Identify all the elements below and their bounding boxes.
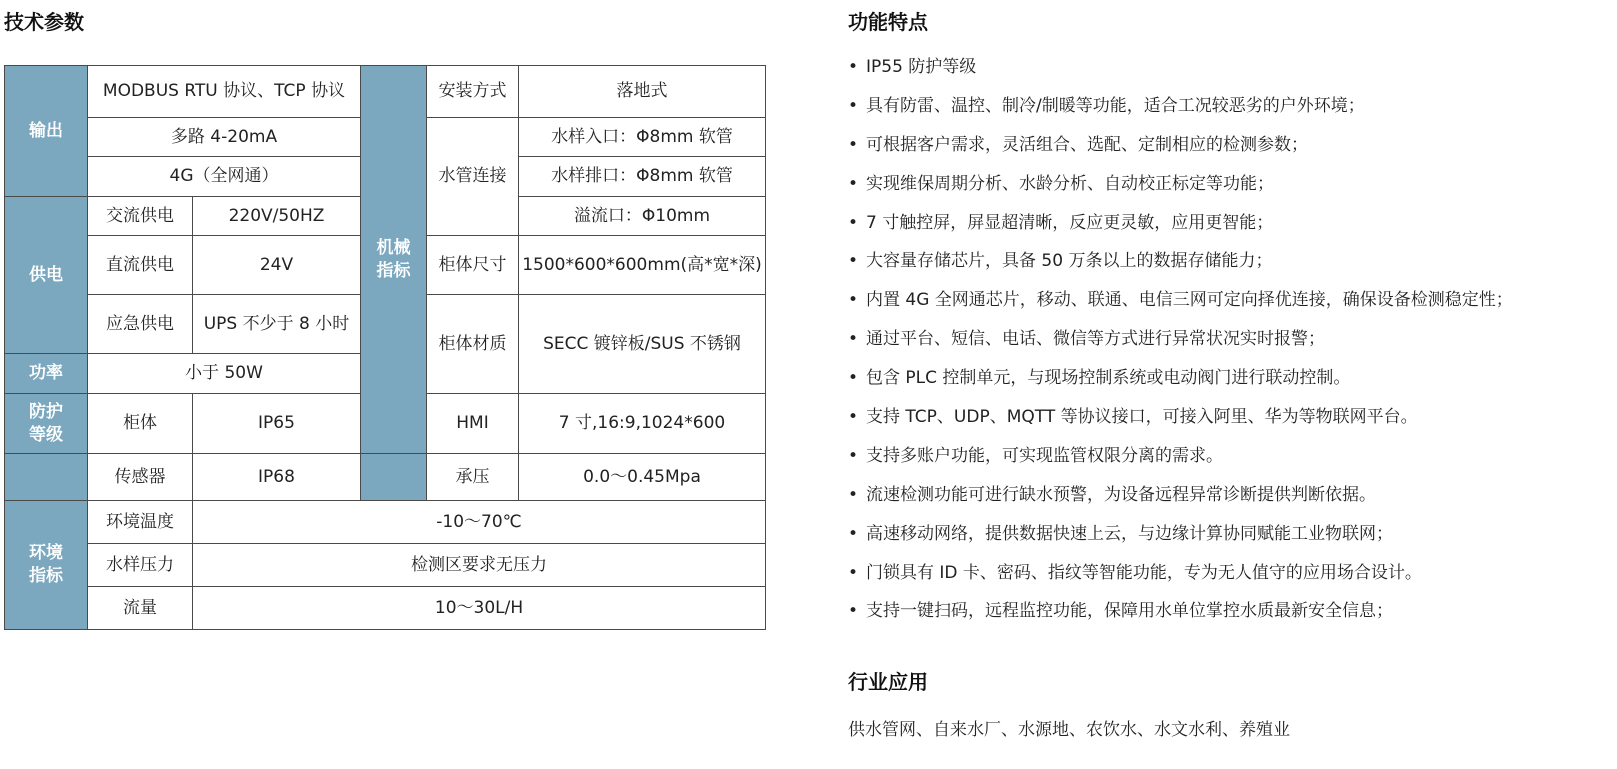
list-item-text: 内置 4G 全网通芯片，移动、联通、电信三网可定向择优连接，确保设备检测稳定性； [866,290,1513,311]
bullet: • [848,407,859,428]
list-item-text: 支持多账户功能，可实现监管权限分离的需求。 [866,445,1223,466]
table-cell: -10～70℃ [193,501,766,544]
table-row [5,587,766,630]
bullet: • [848,95,859,116]
table-cell: HMI [427,394,519,454]
bullet: • [848,251,859,272]
table-cell: 传感器 [88,454,193,501]
list-item [848,91,1513,130]
category-environment: 环境指标 [5,501,88,630]
table-cell: IP68 [193,454,361,501]
bullet: • [848,445,859,466]
spec-table [4,65,766,630]
list-item [848,558,1513,597]
table-cell: 柜体尺寸 [427,236,519,295]
list-item [848,130,1513,169]
table-row [5,454,766,501]
list-item [848,246,1513,285]
table-cell: 水样入口：Φ8mm 软管 [519,118,766,157]
industry-title: 行业应用 [848,670,928,694]
category-protection: 防护等级 [5,394,88,454]
table-cell: 水样排口：Φ8mm 软管 [519,157,766,197]
list-item-text: 支持一键扫码，远程监控功能，保障用水单位掌控水质最新安全信息； [866,601,1393,622]
list-item-text: 实现维保周期分析、水龄分析、自动校正标定等功能； [866,173,1274,194]
table-row [5,544,766,587]
bullet: • [848,134,859,155]
list-item [848,441,1513,480]
category-power-supply: 供电 [5,197,88,354]
list-item-text: 可根据客户需求，灵活组合、选配、定制相应的检测参数； [866,134,1308,155]
bullet: • [848,601,859,622]
table-cell: 24V [193,236,361,295]
bullet: • [848,329,859,350]
table-cell: 溢流口：Φ10mm [519,197,766,236]
bullet: • [848,212,859,233]
table-cell: SECC 镀锌板/SUS 不锈钢 [519,295,766,394]
list-item [848,480,1513,519]
features-list [848,52,1513,635]
category-output: 输出 [5,66,88,197]
table-cell: 流量 [88,587,193,630]
table-cell: 10～30L/H [193,587,766,630]
bullet: • [848,290,859,311]
table-cell: 4G（全网通） [88,157,361,197]
table-cell: 水样压力 [88,544,193,587]
list-item-text: 7 寸触控屏，屏显超清晰，反应更灵敏，应用更智能； [866,212,1274,233]
table-cell: 交流供电 [88,197,193,236]
industry-text: 供水管网、自来水厂、水源地、农饮水、水文水利、养殖业 [848,720,1290,740]
table-cell: MODBUS RTU 协议、TCP 协议 [88,66,361,118]
table-cell: 柜体 [88,394,193,454]
table-cell: 0.0～0.45Mpa [519,454,766,501]
table-row [5,501,766,544]
list-item [848,169,1513,208]
list-item-text: IP55 防护等级 [866,57,977,77]
list-item-text: 大容量存储芯片，具备 50 万条以上的数据存储能力； [866,251,1273,272]
category-protection-cont [5,454,88,501]
list-item-text: 包含 PLC 控制单元，与现场控制系统或电动阀门进行联动控制。 [866,368,1351,389]
features-title: 功能特点 [848,10,928,34]
list-item [848,285,1513,324]
list-item [848,363,1513,402]
list-item-text: 具有防雷、温控、制冷/制暖等功能，适合工况较恶劣的户外环境； [866,95,1365,116]
bullet: • [848,562,859,583]
table-cell: 7 寸,16:9,1024*600 [519,394,766,454]
tech-spec-title: 技术参数 [4,10,84,34]
list-item [848,52,1513,91]
table-cell: 承压 [427,454,519,501]
table-cell: 应急供电 [88,295,193,354]
list-item [848,519,1513,558]
list-item [848,402,1513,441]
list-item-text: 高速移动网络，提供数据快速上云，与边缘计算协同赋能工业物联网； [866,523,1393,544]
table-cell: 1500*600*600mm(高*宽*深) [519,236,766,295]
category-mechanical-cont [361,454,427,501]
list-item-text: 门锁具有 ID 卡、密码、指纹等智能功能，专为无人值守的应用场合设计。 [866,562,1422,583]
table-cell: 多路 4-20mA [88,118,361,157]
table-cell: 小于 50W [88,354,361,394]
list-item [848,324,1513,363]
table-cell: 检测区要求无压力 [193,544,766,587]
table-cell: 220V/50HZ [193,197,361,236]
category-mechanical: 机械指标 [361,66,427,454]
list-item-text: 支持 TCP、UDP、MQTT 等协议接口，可接入阿里、华为等物联网平台。 [866,407,1418,428]
table-cell: 柜体材质 [427,295,519,394]
bullet: • [848,173,859,194]
bullet: • [848,523,859,544]
table-cell: 环境温度 [88,501,193,544]
table-cell: 安装方式 [427,66,519,118]
category-power: 功率 [5,354,88,394]
table-cell: IP65 [193,394,361,454]
table-cell: 水管连接 [427,118,519,236]
list-item [848,596,1513,635]
list-item [848,208,1513,247]
table-cell: 直流供电 [88,236,193,295]
list-item-text: 流速检测功能可进行缺水预警，为设备远程异常诊断提供判断依据。 [866,484,1376,505]
table-cell: UPS 不少于 8 小时 [193,295,361,354]
table-cell: 落地式 [519,66,766,118]
bullet: • [848,484,859,505]
bullet: • [848,368,859,389]
list-item-text: 通过平台、短信、电话、微信等方式进行异常状况实时报警； [866,329,1325,350]
bullet: • [848,57,859,77]
table-row [5,66,766,118]
